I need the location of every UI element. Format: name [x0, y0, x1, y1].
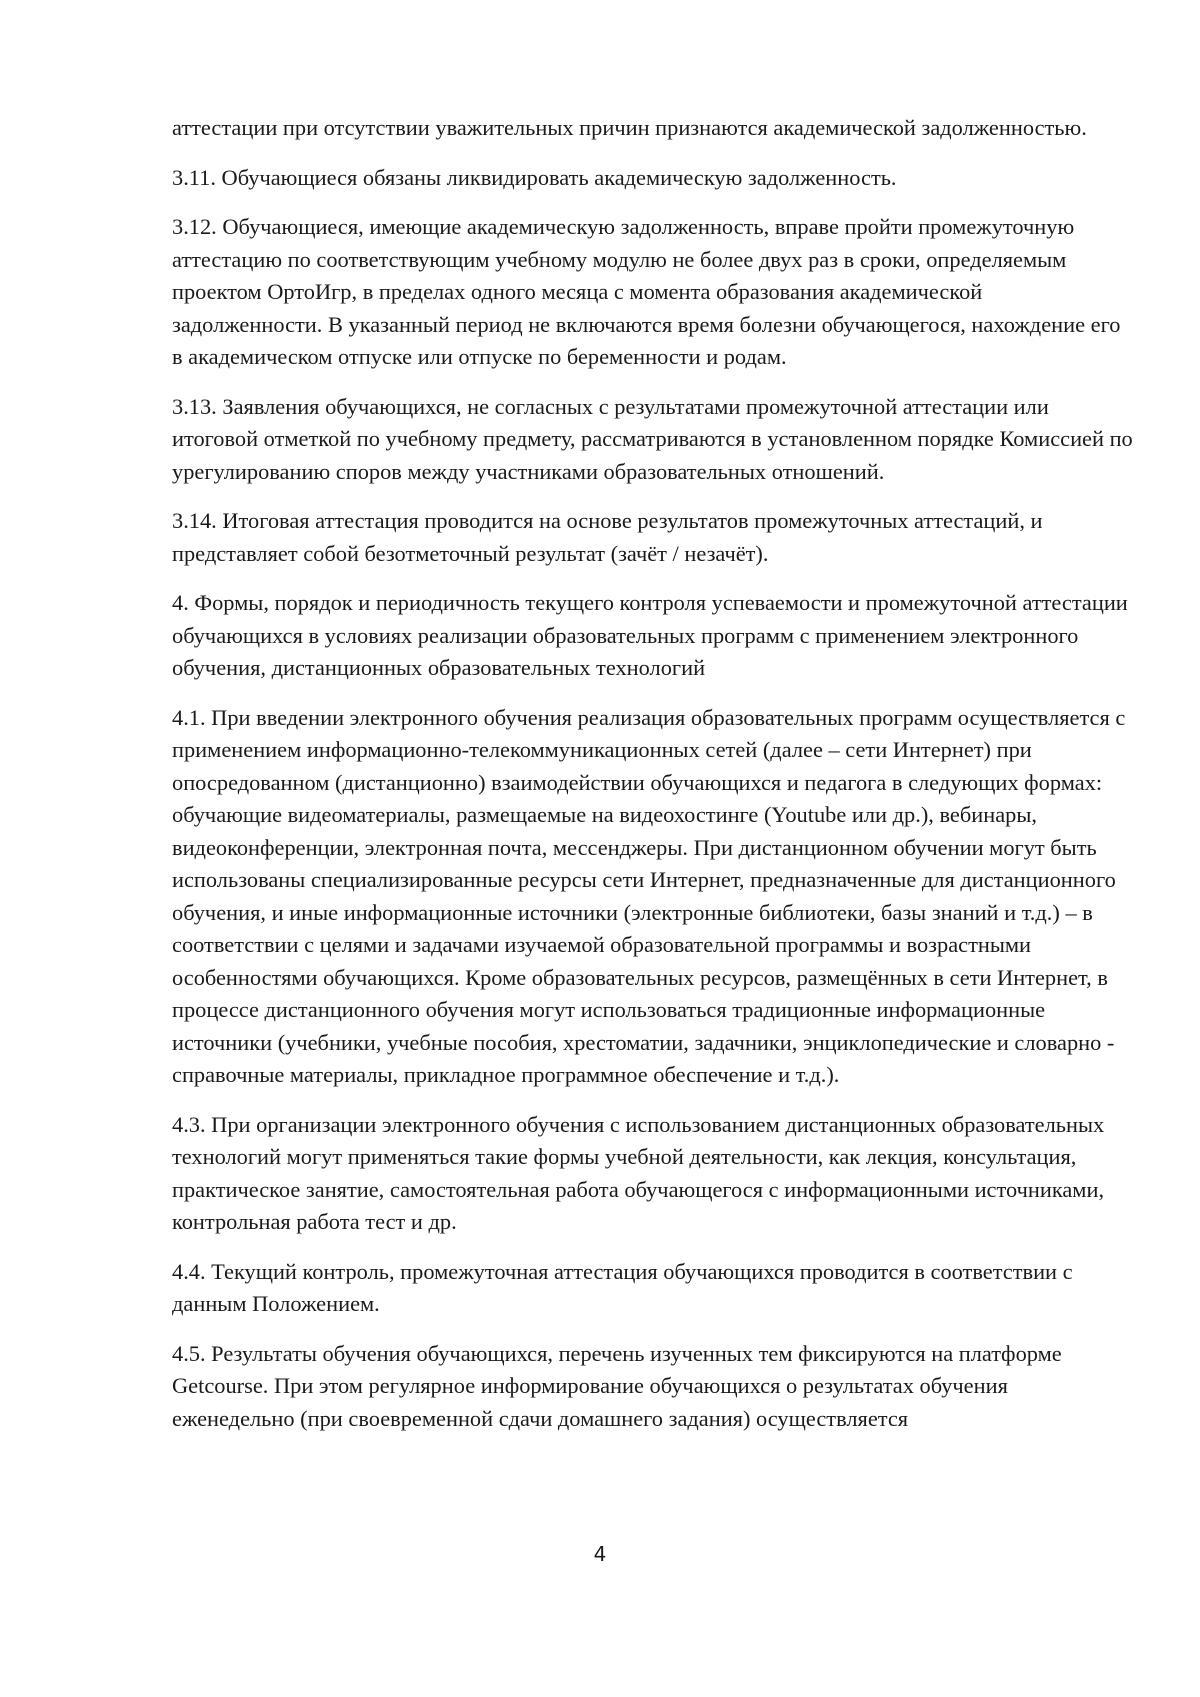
- paragraph-3-13: 3.13. Заявления обучающихся, не согласных с результатами промежуточной аттестации или итоговой отметкой по учебному предмету, рассматриваются в установленном порядке Комиссией по урегулированию споров между участниками образовательных отношений.: [172, 393, 1133, 484]
- paragraph-3-14: 3.14. Итоговая аттестация проводится на основе результатов промежуточных аттестаций, и представляет собой безотметочный результат (зачёт / незачёт).: [172, 508, 1043, 566]
- document-body: [172, 112, 1134, 1452]
- section-heading-4: 4. Формы, порядок и периодичность текущего контроля успеваемости и промежуточной аттестации обучающихся в условиях реализации образовательных программ с применением электронного обучения, дистанционных образовательных технологий: [172, 590, 1128, 680]
- paragraph-3-12: 3.12. Обучающиеся, имеющие академическую задолженность, вправе пройти промежуточную аттестацию по соответствующим учебному модулю не более двух раз в сроки, определяемым проектом ОртоИгр, в пределах одного месяца с момента образования академической задолженности. В указанный период не включаются время болезни обучающегося, нахождение его в академическом отпуске или отпуске по беременности и родам.: [172, 214, 1121, 369]
- paragraph-3-11: 3.11. Обучающиеся обязаны ликвидировать академическую задолженность.: [172, 164, 897, 190]
- paragraph-4-1: 4.1. При введении электронного обучения реализация образовательных программ осуществляется с применением информационно-телекоммуникационных сетей (далее – сети Интернет) при опосредованном (дистанционно) взаимодействии обучающихся и педагога в следующих формах: обучающие видеоматериалы, размещаемые на видеохостинге (Youtube или др.), вебинары, видеоконференции, электронная почта, мессенджеры. При дистанционном обучении могут быть использованы специализированные ресурсы сети Интернет, предназначенные для дистанционного обучения, и иные информационные источники (электронные библиотеки, базы знаний и т.д.) – в соответствии с целями и задачами изучаемой образовательной программы и возрастными особенностями обучающихся. Кроме образовательных ресурсов, размещённых в сети Интернет, в процессе дистанционного обучения могут использоваться традиционные информационные источники (учебники, учебные пособия, хрестоматии, задачники, энциклопедические и словарно - справочные материалы, прикладное программное обеспечение и т.д.).: [172, 704, 1126, 1087]
- page-number: 4: [593, 1542, 607, 1566]
- paragraph-4-3: 4.3. При организации электронного обучения с использованием дистанционных образовательных технологий могут применяться такие формы учебной деятельности, как лекция, консультация, практическое занятие, самостоятельная работа обучающегося с информационными источниками, контрольная работа тест и др.: [172, 1111, 1105, 1234]
- paragraph-4-4: 4.4. Текущий контроль, промежуточная аттестация обучающихся проводится в соответствии с данным Положением.: [172, 1258, 1073, 1316]
- paragraph-4-5: 4.5. Результаты обучения обучающихся, перечень изученных тем фиксируются на платформе Getcourse. При этом регулярное информирование обучающихся о результатах обучения еженедельно (при своевременной сдачи домашнего задания) осуществляется: [172, 1340, 1062, 1431]
- paragraph-continuation: аттестации при отсутствии уважительных причин признаются академической задолженностью.: [172, 115, 1087, 140]
